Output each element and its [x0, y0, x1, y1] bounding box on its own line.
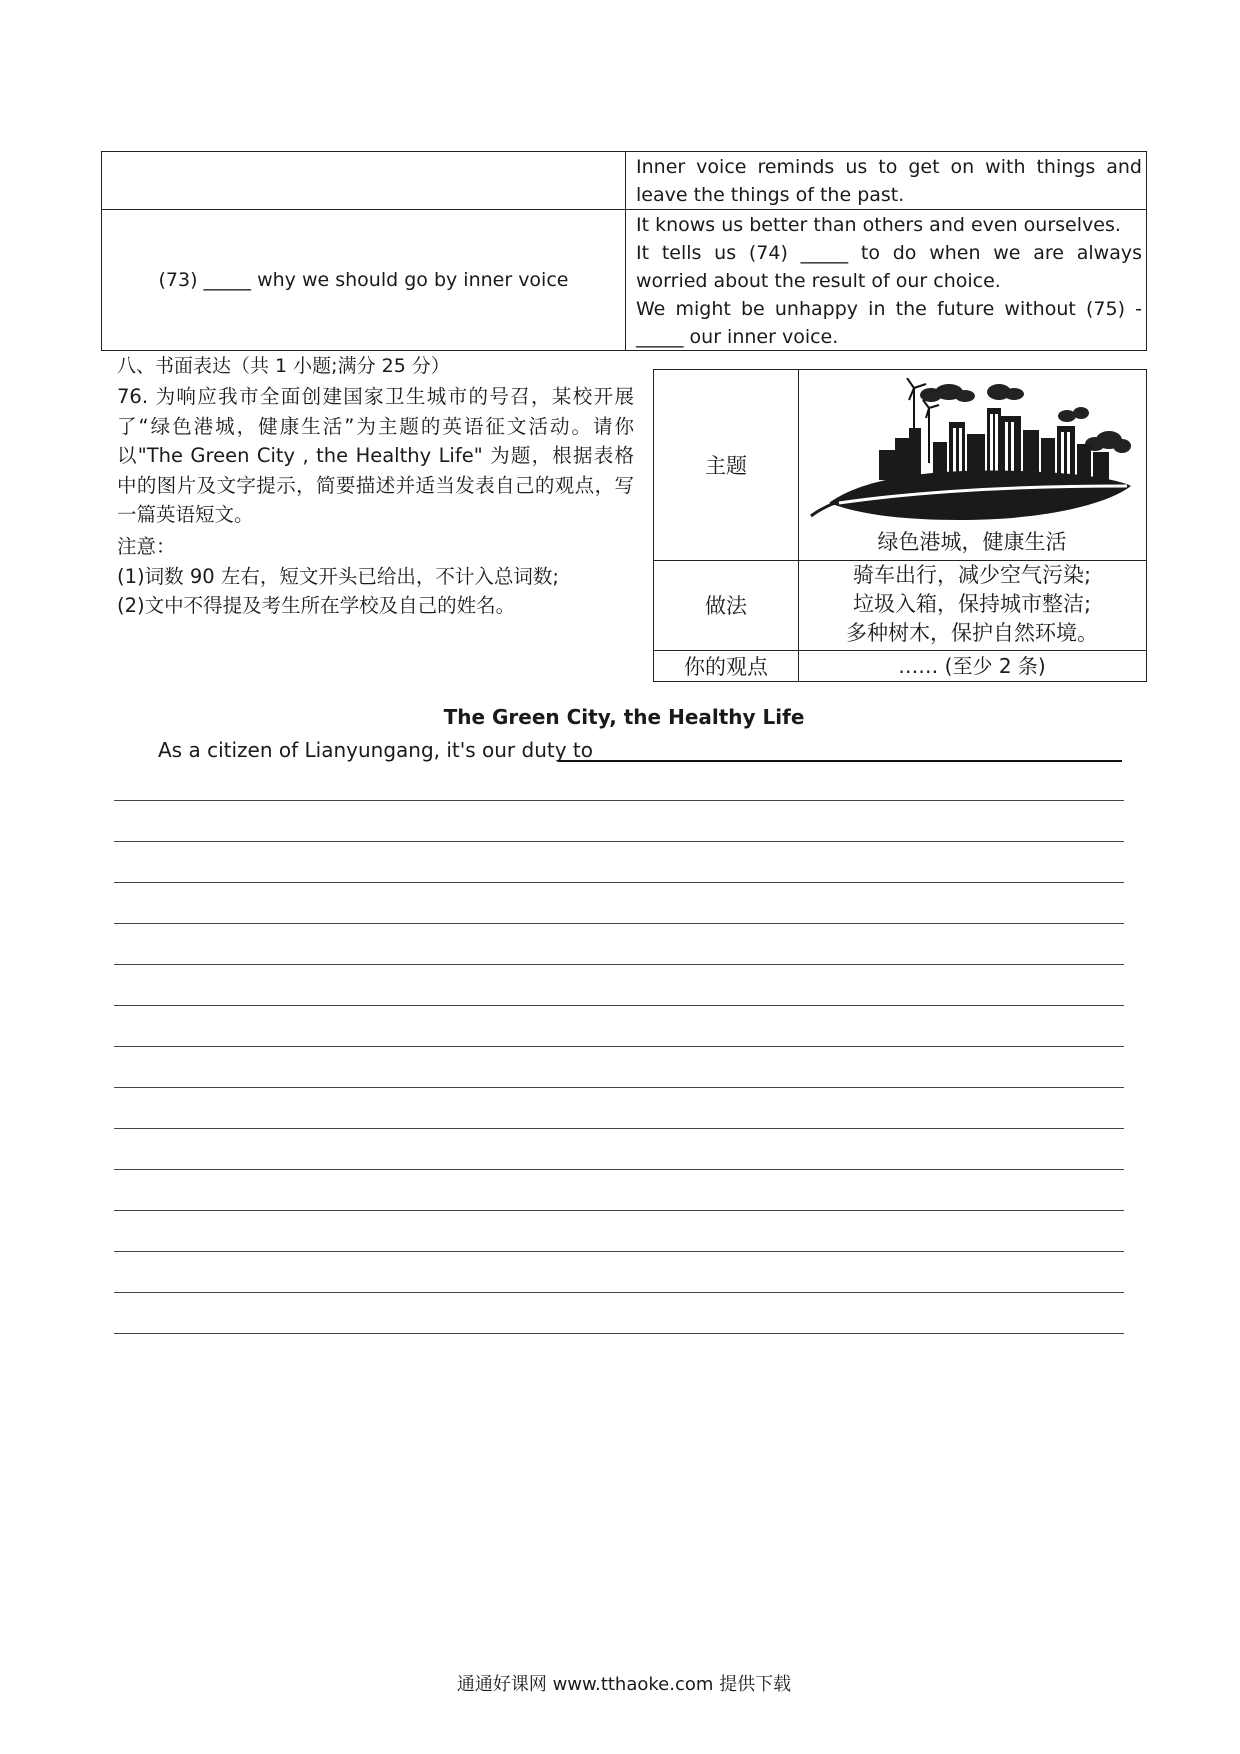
- prompt-table: [653, 369, 1147, 682]
- theme-label: 主题: [705, 454, 747, 478]
- writing-line[interactable]: [114, 1169, 1124, 1170]
- writing-line[interactable]: [114, 882, 1124, 883]
- task-description: 76. 为响应我市全面创建国家卫生城市的号召，某校开展了“绿色港城，健康生活”为主题的英语征文活动。请你以"The Green City , the Healthy Life" 为题，根据表格中的图片及文字提示，简要描述并适当发表自己的观点，写一篇英语短文。: [117, 385, 634, 526]
- writing-line[interactable]: [114, 1005, 1124, 1006]
- opinion-label: 你的观点: [684, 655, 768, 679]
- writing-line[interactable]: [114, 1333, 1124, 1334]
- green-city-leaf-image: [809, 378, 1134, 523]
- opening-answer-line[interactable]: [558, 760, 1122, 762]
- method-list: [798, 561, 1146, 648]
- method-item: 骑车出行，减少空气污染;: [852, 563, 1092, 587]
- essay-opening: As a citizen of Lianyungang, it's our duty to: [158, 738, 593, 762]
- method-label: 做法: [705, 594, 747, 618]
- reading-table: [101, 151, 1147, 351]
- writing-line[interactable]: [114, 964, 1124, 965]
- table-cell-question-73: (73) _____ why we should go by inner voice: [158, 269, 569, 291]
- note-item: (2)文中不得提及考生所在学校及自己的姓名。: [117, 594, 516, 617]
- opinion-hint: …… (至少 2 条): [898, 654, 1046, 678]
- page-footer: 通通好课网 www.tthaoke.com 提供下载: [456, 1674, 792, 1695]
- method-item: 多种树木，保护自然环境。: [846, 621, 1098, 645]
- writing-line[interactable]: [114, 841, 1124, 842]
- note-label: 注意：: [117, 535, 176, 558]
- table-cell-reasons: [636, 211, 1142, 351]
- writing-line[interactable]: [114, 1251, 1124, 1252]
- reason-line: It knows us better than others and even ourselves.: [636, 214, 1121, 236]
- writing-line[interactable]: [114, 1292, 1124, 1293]
- theme-caption: 绿色港城，健康生活: [877, 530, 1067, 554]
- writing-line[interactable]: [114, 1128, 1124, 1129]
- section-title: 八、书面表达（共 1 小题;满分 25 分）: [117, 355, 450, 377]
- method-item: 垃圾入箱，保持城市整洁;: [852, 592, 1092, 616]
- table-cell-reminder: Inner voice reminds us to get on with things and leave the things of the past.: [636, 156, 1142, 206]
- writing-line[interactable]: [114, 1210, 1124, 1211]
- reason-line: We might be unhappy in the future without (75) -_____ our inner voice.: [636, 298, 1142, 348]
- writing-line[interactable]: [114, 923, 1124, 924]
- writing-line[interactable]: [114, 1046, 1124, 1047]
- table-divider: [625, 152, 626, 350]
- essay-title: The Green City, the Healthy Life: [443, 705, 805, 729]
- writing-line[interactable]: [114, 1087, 1124, 1088]
- reason-line: It tells us (74) _____ to do when we are always worried about the result of our choice.: [636, 242, 1142, 292]
- writing-line[interactable]: [114, 800, 1124, 801]
- note-item: (1)词数 90 左右，短文开头已给出，不计入总词数;: [117, 564, 559, 588]
- notes: [117, 532, 559, 621]
